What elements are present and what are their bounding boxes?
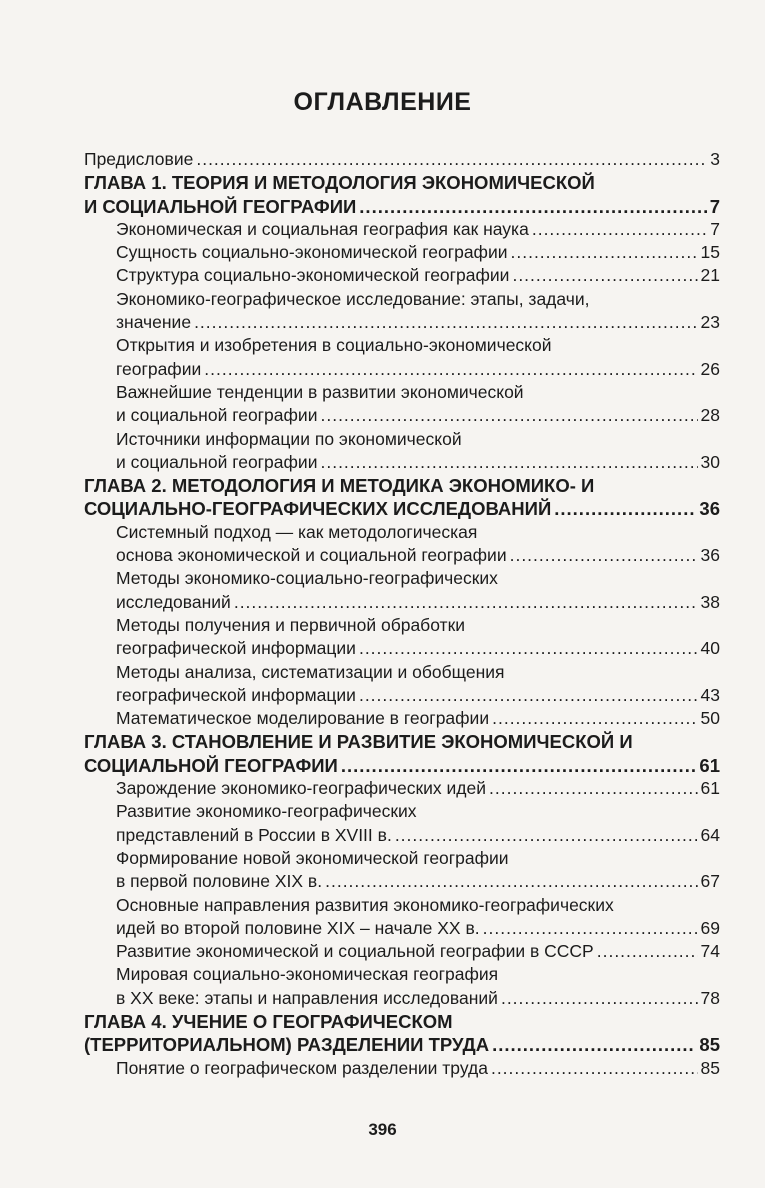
toc-page-number: 61: [699, 754, 720, 776]
table-of-contents: [84, 148, 720, 1080]
toc-entry: [84, 264, 720, 287]
toc-entry-text: ГЛАВА 4. УЧЕНИЕ О ГЕОГРАФИЧЕСКОМ: [84, 1010, 453, 1032]
toc-page-number: 36: [699, 498, 720, 520]
dot-leader: [489, 777, 698, 800]
toc-entry: [84, 917, 720, 940]
dot-leader: [234, 591, 698, 614]
toc-entry-text: географии: [116, 358, 202, 379]
toc-entry: [84, 707, 720, 730]
toc-entry: [84, 963, 720, 986]
dot-leader: [492, 707, 697, 730]
toc-entry: [84, 661, 720, 684]
toc-page-number: 7: [710, 218, 720, 239]
toc-entry-text: в первой половине XIX в.: [116, 871, 323, 892]
toc-entry-text: И СОЦИАЛЬНОЙ ГЕОГРАФИИ: [84, 195, 357, 217]
toc-entry-text: Важнейшие тенденции в развитии экономической: [116, 381, 524, 402]
dot-leader: [359, 637, 698, 660]
toc-entry: [84, 567, 720, 590]
dot-leader: [510, 544, 698, 567]
toc-entry: [84, 940, 720, 963]
toc-page-number: 50: [700, 708, 720, 729]
dot-leader: [492, 1033, 696, 1056]
toc-entry: [84, 614, 720, 637]
dot-leader: [532, 218, 707, 241]
toc-chapter-line: [84, 1033, 720, 1056]
toc-entry: [84, 521, 720, 544]
toc-page-number: 38: [700, 591, 720, 612]
toc-entry-text: ГЛАВА 3. СТАНОВЛЕНИЕ И РАЗВИТИЕ ЭКОНОМИЧЕСКОЙ И: [84, 731, 633, 753]
toc-entry-text: географической информации: [116, 684, 356, 705]
toc-entry-text: Методы получения и первичной обработки: [116, 614, 466, 635]
toc-entry-text: и социальной географии: [116, 405, 318, 426]
toc-entry-text: СОЦИАЛЬНО-ГЕОГРАФИЧЕСКИХ ИССЛЕДОВАНИЙ: [84, 498, 552, 520]
toc-page-number: 64: [700, 824, 720, 845]
toc-entry-text: Методы анализа, систематизации и обобщения: [116, 661, 505, 682]
toc-chapter-line: [84, 730, 720, 753]
toc-entry-text: Системный подход — как методологическая: [116, 521, 478, 542]
toc-entry: [84, 847, 720, 870]
toc-chapter-line: [84, 497, 720, 520]
toc-entry: [84, 288, 720, 311]
toc-entry-text: Понятие о географическом разделении труда: [116, 1057, 488, 1078]
toc-entry: [84, 148, 720, 171]
toc-entry-text: основа экономической и социальной географии: [116, 545, 507, 566]
toc-page-number: 40: [700, 638, 720, 659]
dot-leader: [554, 497, 696, 520]
toc-entry-text: СОЦИАЛЬНОЙ ГЕОГРАФИИ: [84, 754, 338, 776]
toc-page-number: 21: [700, 265, 720, 286]
toc-chapter-line: [84, 474, 720, 497]
toc-entry: [84, 684, 720, 707]
toc-entry: [84, 218, 720, 241]
dot-leader: [395, 824, 698, 847]
toc-page-number: 43: [700, 684, 720, 705]
toc-entry-text: Предисловие: [84, 149, 194, 169]
toc-chapter-line: [84, 195, 720, 218]
dot-leader: [320, 404, 697, 427]
toc-entry-text: ГЛАВА 2. МЕТОДОЛОГИЯ И МЕТОДИКА ЭКОНОМИКО- И: [84, 475, 595, 497]
toc-entry-text: Зарождение экономико-географических идей: [116, 778, 487, 799]
toc-entry: [84, 894, 720, 917]
toc-page-number: 85: [700, 1057, 720, 1078]
toc-chapter-line: [84, 171, 720, 194]
dot-leader: [491, 1057, 698, 1080]
dot-leader: [511, 241, 698, 264]
toc-page-number: 36: [700, 545, 720, 566]
dot-leader: [325, 870, 697, 893]
toc-page-number: 61: [700, 778, 720, 799]
toc-entry-text: и социальной географии: [116, 451, 318, 472]
toc-entry-text: в XX веке: этапы и направления исследований: [116, 987, 498, 1008]
toc-page-number: 85: [699, 1034, 720, 1056]
dot-leader: [512, 264, 697, 287]
toc-entry-text: (ТЕРРИТОРИАЛЬНОМ) РАЗДЕЛЕНИИ ТРУДА: [84, 1034, 490, 1056]
page-number: 396: [368, 1120, 397, 1139]
dot-leader: [359, 195, 706, 218]
dot-leader: [194, 311, 697, 334]
dot-leader: [597, 940, 698, 963]
toc-entry: [84, 334, 720, 357]
toc-entry-text: географической информации: [116, 638, 356, 659]
toc-entry: [84, 428, 720, 451]
toc-entry-text: Развитие экономической и социальной географии в СССР: [116, 941, 594, 962]
toc-entry-text: Открытия и изобретения в социально-экономической: [116, 335, 552, 356]
toc-page-number: 67: [700, 871, 720, 892]
page-title: ОГЛАВЛЕНИЕ: [293, 88, 472, 116]
toc-entry-text: Формирование новой экономической географии: [116, 847, 509, 868]
toc-entry-text: Экономико-географическое исследование: этапы, задачи,: [116, 288, 590, 309]
toc-entry-text: значение: [116, 312, 192, 333]
toc-entry-text: Развитие экономико-географических: [116, 801, 417, 822]
dot-leader: [341, 754, 697, 777]
toc-page-number: 69: [700, 917, 720, 938]
dot-leader: [320, 451, 697, 474]
toc-entry: [84, 451, 720, 474]
toc-entry-text: Методы экономико-социально-географических: [116, 568, 498, 589]
toc-entry-text: Математическое моделирование в географии: [116, 708, 490, 729]
toc-chapter-line: [84, 754, 720, 777]
dot-leader: [196, 148, 707, 171]
toc-page-number: 15: [700, 242, 720, 263]
toc-page-number: 78: [700, 987, 720, 1008]
toc-page-number: 23: [700, 312, 720, 333]
dot-leader: [483, 917, 698, 940]
toc-page-number: 28: [700, 405, 720, 426]
toc-chapter-line: [84, 1010, 720, 1033]
toc-page-number: 26: [700, 358, 720, 379]
toc-entry: [84, 637, 720, 660]
toc-entry-text: исследований: [116, 591, 231, 612]
toc-entry-text: Экономическая и социальная география как наука: [116, 218, 529, 239]
toc-entry: [84, 544, 720, 567]
toc-entry-text: Основные направления развития экономико-географических: [116, 894, 614, 915]
toc-page-number: 3: [710, 149, 720, 169]
toc-entry: [84, 381, 720, 404]
toc-entry-text: Сущность социально-экономической географии: [116, 242, 508, 263]
toc-entry-text: Мировая социально-экономическая география: [116, 964, 499, 985]
dot-leader: [204, 358, 697, 381]
dot-leader: [501, 987, 698, 1010]
toc-entry-text: ГЛАВА 1. ТЕОРИЯ И МЕТОДОЛОГИЯ ЭКОНОМИЧЕСКОЙ: [84, 172, 595, 194]
toc-entry: [84, 358, 720, 381]
toc-entry-text: представлений в России в XVIII в.: [116, 824, 392, 845]
toc-entry: [84, 870, 720, 893]
toc-entry-text: идей во второй половине XIX – начале XX в.: [116, 917, 480, 938]
toc-entry: [84, 824, 720, 847]
toc-page-number: 74: [700, 941, 720, 962]
toc-entry: [84, 1057, 720, 1080]
toc-entry: [84, 591, 720, 614]
toc-page-number: 7: [709, 195, 720, 217]
toc-entry: [84, 241, 720, 264]
toc-entry: [84, 311, 720, 334]
dot-leader: [359, 684, 698, 707]
toc-entry: [84, 987, 720, 1010]
toc-entry: [84, 777, 720, 800]
toc-entry: [84, 404, 720, 427]
toc-entry-text: Структура социально-экономической географии: [116, 265, 510, 286]
toc-page-number: 30: [700, 451, 720, 472]
toc-entry: [84, 800, 720, 823]
toc-entry-text: Источники информации по экономической: [116, 428, 462, 449]
